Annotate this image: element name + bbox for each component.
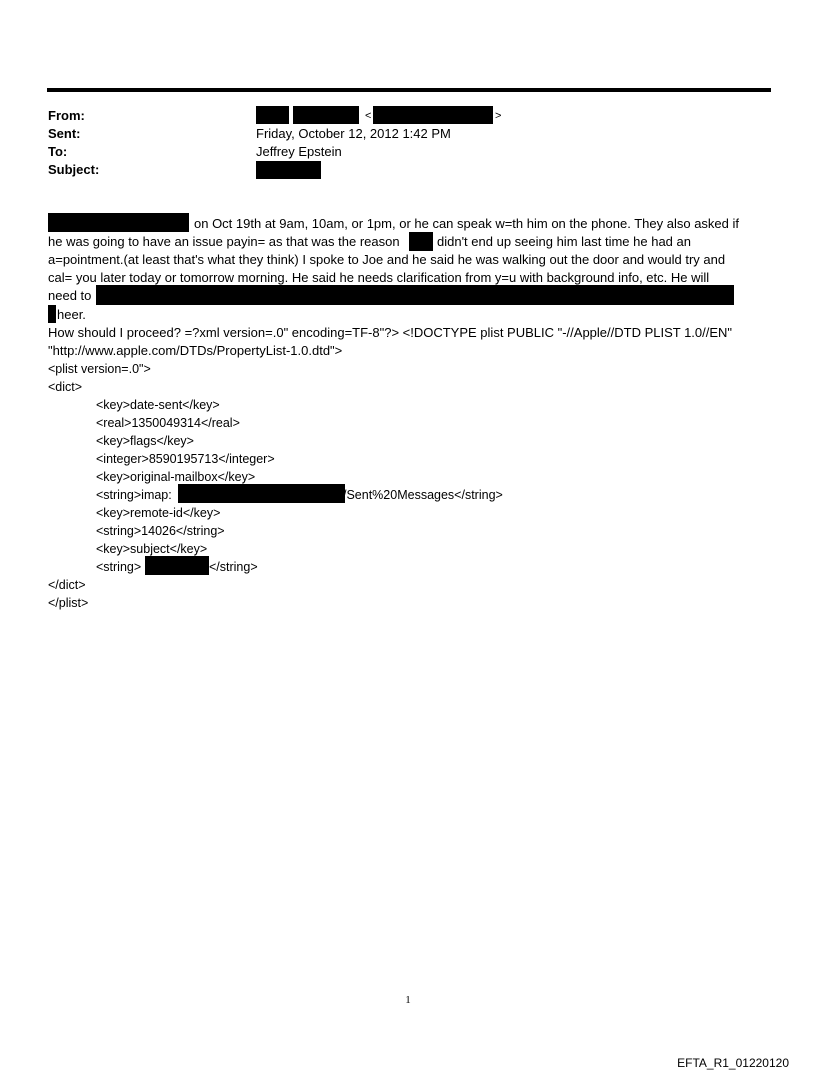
to-label: To: [48, 144, 68, 159]
redaction-plist-subject [145, 556, 209, 575]
body-line-3: a=pointment.(at least that's what they think) I spoke to Joe and he said he was walking out the door and would try and [48, 252, 726, 267]
redaction-body-2 [409, 232, 433, 251]
body-line-6: heer. [57, 307, 86, 322]
subject-label: Subject: [48, 162, 100, 177]
redaction-from-first-name [256, 106, 289, 124]
redaction-from-email [373, 106, 493, 124]
key-flags: <key>flags</key> [96, 434, 194, 448]
redaction-body-4 [48, 305, 56, 323]
body-line-7: How should I proceed? =?xml version=.0" encoding=TF-8"?> <!DOCTYPE plist PUBLIC "-//Apple//DTD PLIST 1.0//EN" [48, 325, 733, 340]
redaction-body-1 [48, 213, 189, 232]
to-value: Jeffrey Epstein [256, 144, 342, 159]
redaction-body-3 [96, 285, 734, 305]
string-subject-start: <string> [96, 560, 142, 574]
integer-value: <integer>8590195713</integer> [96, 452, 275, 466]
document-id: EFTA_R1_01220120 [677, 1056, 789, 1070]
sent-value: Friday, October 12, 2012 1:42 PM [256, 126, 451, 141]
redaction-imap [178, 484, 345, 503]
string-subject-end: </string> [209, 560, 258, 574]
header-rule [47, 88, 771, 92]
from-label: From: [48, 108, 85, 123]
from-email-open: < [365, 110, 372, 122]
plist-close: </plist> [48, 596, 89, 610]
body-line-2a: he was going to have an issue payin= as that was the reason [48, 234, 400, 249]
real-value: <real>1350049314</real> [96, 416, 240, 430]
string-remote-id: <string>14026</string> [96, 524, 225, 538]
sent-label: Sent: [48, 126, 81, 141]
string-imap-end: /Sent%20Messages</string> [343, 488, 503, 502]
body-line-8: "http://www.apple.com/DTDs/PropertyList-1.0.dtd"> [48, 343, 343, 358]
key-original-mailbox: <key>original-mailbox</key> [96, 470, 256, 484]
body-line-4: cal= you later today or tomorrow morning. He said he needs clarification from y=u with background info, etc. He will [48, 270, 710, 285]
body-line-1: on Oct 19th at 9am, 10am, or 1pm, or he can speak w=th him on the phone. They also asked if [194, 216, 739, 231]
plist-open: <plist version=.0"> [48, 362, 151, 376]
redaction-from-last-name [293, 106, 359, 124]
key-subject: <key>subject</key> [96, 542, 208, 556]
dict-close: </dict> [48, 578, 86, 592]
dict-open: <dict> [48, 380, 83, 394]
key-date-sent: <key>date-sent</key> [96, 398, 220, 412]
body-line-5: need to [48, 288, 92, 303]
redaction-subject [256, 161, 321, 179]
page-number: 1 [405, 994, 411, 1006]
key-remote-id: <key>remote-id</key> [96, 506, 221, 520]
from-email-close: > [495, 110, 502, 122]
string-imap-start: <string>imap: [96, 488, 172, 502]
body-line-2b: didn't end up seeing him last time he had an [437, 234, 691, 249]
